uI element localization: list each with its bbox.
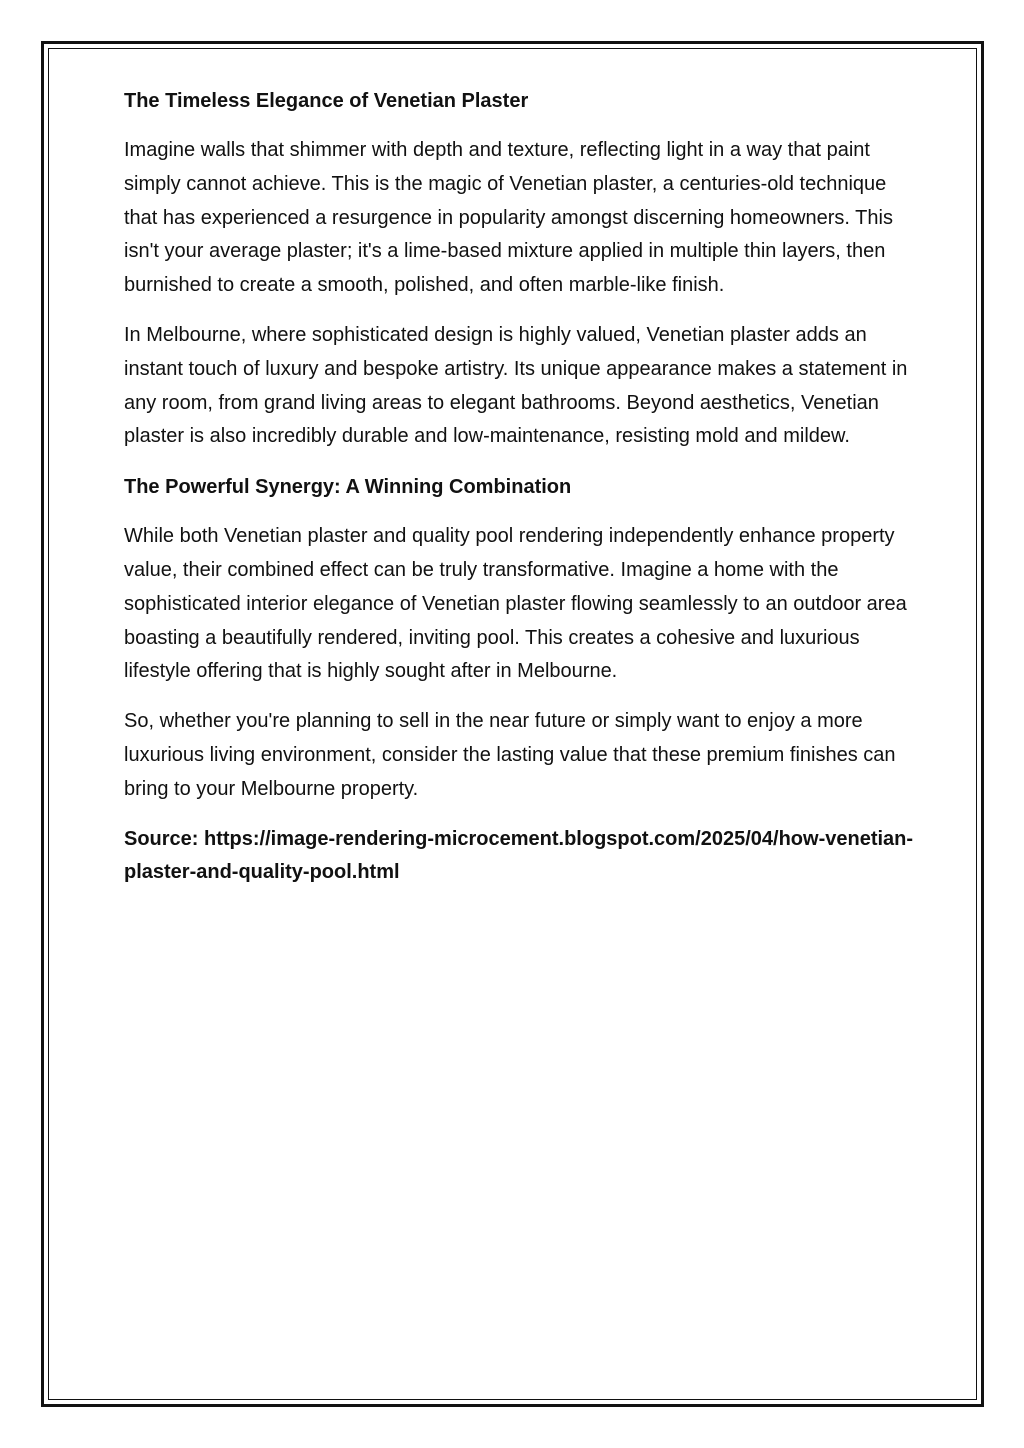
paragraph: Imagine walls that shimmer with depth and texture, reflecting light in a way that paint simply cannot achieve. This is the magic of Venetian plaster, a centuries-old technique that has experienced a resurgence in popularity amongst discerning homeowners. This isn't your average plaster; it's a lime-based mixture applied in multiple thin layers, then burnished to create a smooth, polished, and often marble-like finish. [124, 139, 893, 297]
section-heading: The Timeless Elegance of Venetian Plaster [124, 90, 529, 112]
paragraph: In Melbourne, where sophisticated design is highly valued, Venetian plaster adds an instant touch of luxury and bespoke artistry. Its unique appearance makes a statement in any room, from grand living areas to elegant bathrooms. Beyond aesthetics, Venetian plaster is also incredibly durable and low-maintenance, resisting mold and mildew. [124, 323, 908, 448]
paragraph: While both Venetian plaster and quality pool rendering independently enhance property value, their combined effect can be truly transformative. Imagine a home with the sophisticated interior elegance of Venetian plaster flowing seamlessly to an outdoor area boasting a beautifully rendered, inviting pool. This creates a cohesive and luxurious lifestyle offering that is highly sought after in Melbourne. [124, 525, 907, 683]
source-link[interactable]: Source: https://image-rendering-microcement.blogspot.com/2025/04/how-venetian-plaster-and-quality-pool.html [124, 827, 914, 884]
document-body [124, 84, 914, 890]
section-heading: The Powerful Synergy: A Winning Combination [124, 476, 572, 499]
paragraph: So, whether you're planning to sell in the near future or simply want to enjoy a more luxurious living environment, consider the lasting value that these premium finishes can bring to your Melbourne property. [124, 710, 896, 800]
